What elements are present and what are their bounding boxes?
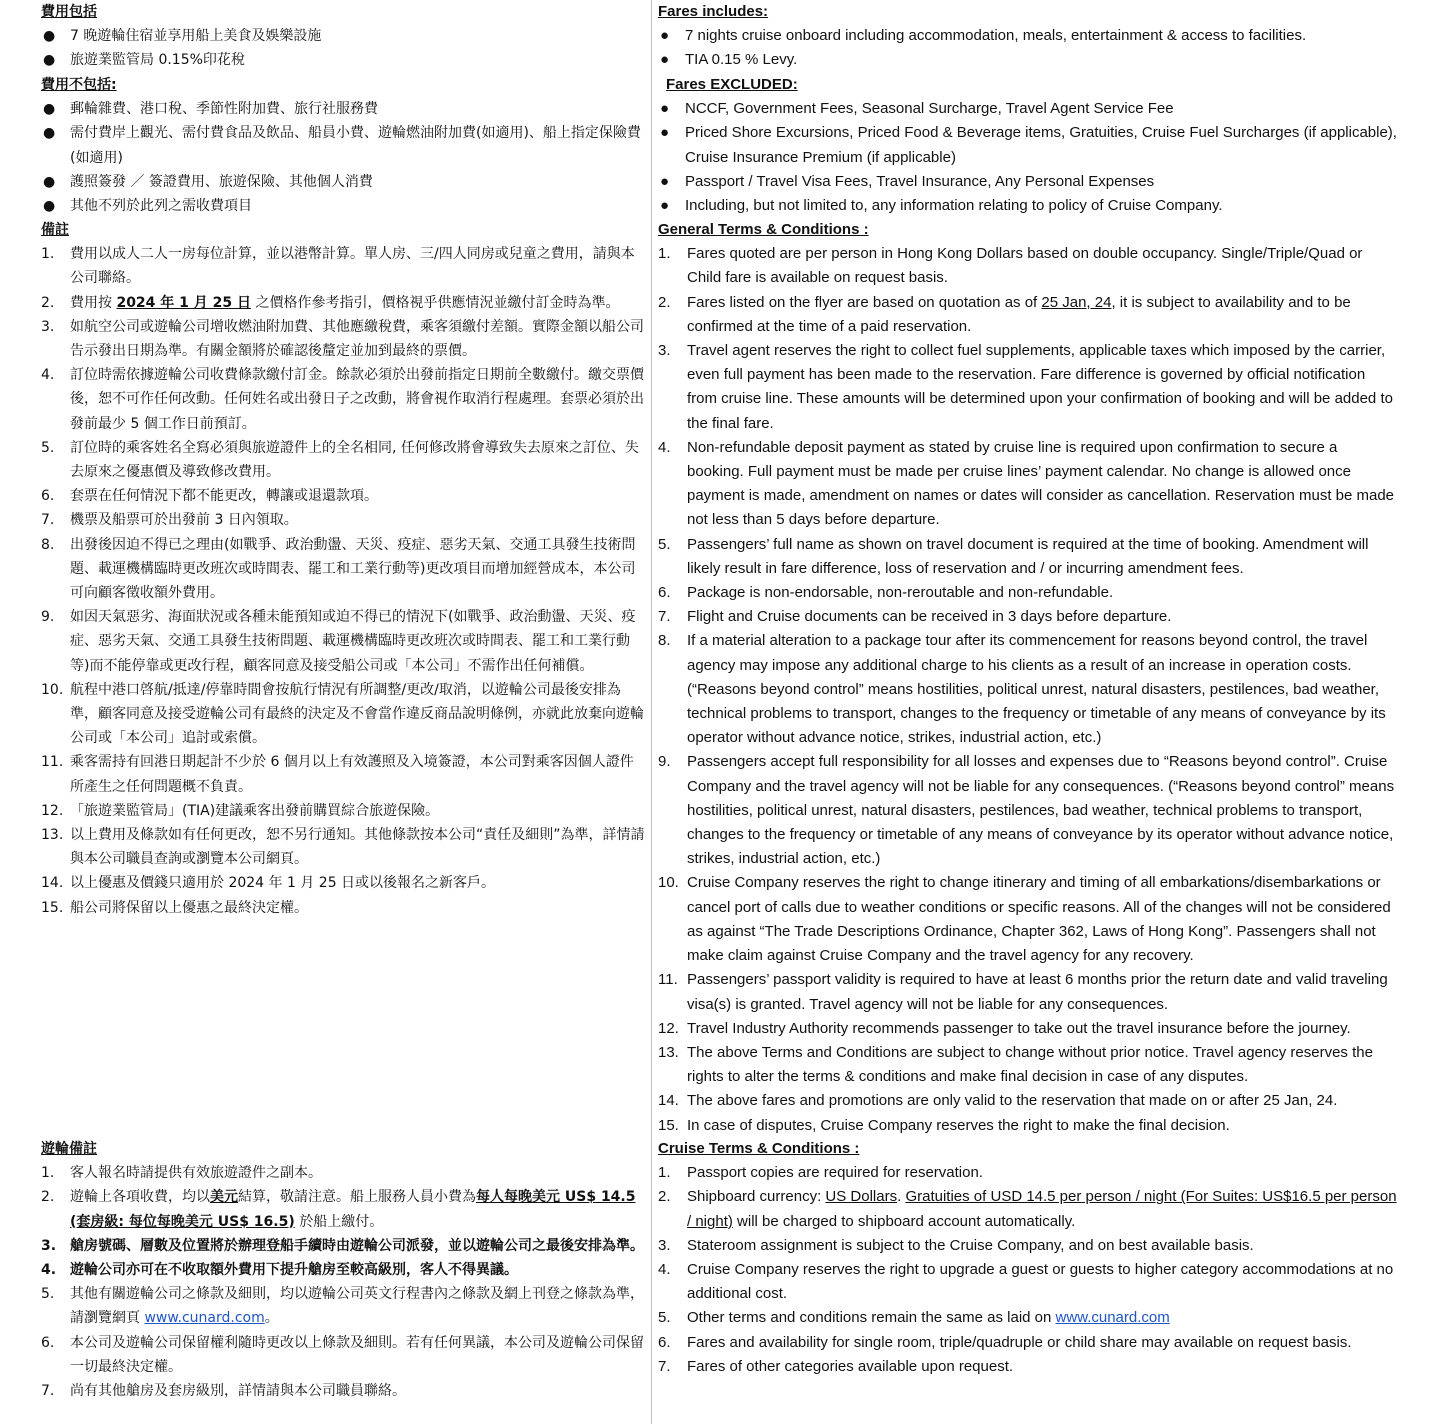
cruise-notes-section	[41, 1137, 647, 1403]
list-item: ● 7 晚遊輪住宿並享用船上美食及娛樂設施	[41, 24, 647, 48]
bullet-icon: ●	[660, 172, 670, 190]
bullet-icon: ●	[660, 27, 670, 45]
section-heading: 費用不包括:	[41, 77, 117, 93]
list-item: 12. 「旅遊業監管局」(TIA)建議乘客出發前購買綜合旅遊保險。	[41, 802, 440, 819]
list-item: 11. 乘客需持有回港日期起計不少於 6 個月以上有效護照及入境簽證，本公司對乘客因個人證件所產生之任何問題概不負責。	[41, 754, 634, 795]
bullet-icon: ●	[43, 52, 56, 69]
list-item: 1. Passport copies are required for reservation.	[658, 1164, 983, 1182]
list-item: 4. Non-refundable deposit payment as stated by cruise line is required upon confirmation to secure a booking. Full payment must be made per cruise lines’ payment calendar. No change is allowed once payment is made, amendment on names or dates will consider as cancellation. Reservation must be made not less than 5 days before departure.	[658, 438, 1395, 529]
cruise-terms-section	[658, 1137, 1398, 1379]
list-item: 6. 本公司及遊輪公司保留權利隨時更改以上條款及細則。若有任何異議，本公司及遊輪公司保留一切最終決定權。	[41, 1334, 644, 1375]
list-item: 13. The above Terms and Conditions are subject to change without prior notice. Travel agency reserves the rights to alter the terms & conditions and make final decision in case of any disputes.	[658, 1043, 1373, 1086]
section-heading: Fares includes:	[658, 3, 769, 20]
list-item: 4. 遊輪公司亦可在不收取額外費用下提升艙房至較高級別，客人不得異議。	[41, 1262, 518, 1279]
reference-date: 2024 年 1 月 25 日	[116, 294, 252, 311]
bullet-icon: ●	[660, 100, 670, 118]
section-heading: 費用包括	[41, 4, 97, 20]
list-item: 4. 訂位時需依據遊輪公司收費條款繳付訂金。餘款必須於出發前指定日期前全數繳付。繳交票價後，恕不可作任何改動。任何姓名或出發日子之改動，將會視作取消行程處理。套票必須於出發前最少 5 個工作日前預訂。	[41, 367, 644, 432]
list-item: 2. Fares listed on the flyer are based on quotation as of 25 Jan, 24, it is subject to availability and to be confirmed at the time of a paid reservation.	[658, 293, 1351, 335]
list-item: 5. Other terms and conditions remain the same as laid on www.cunard.com	[658, 1309, 1170, 1327]
list-item: 7. 尚有其他艙房及套房級別，詳情請與本公司職員聯絡。	[41, 1383, 406, 1400]
list-item: 14. The above fares and promotions are only valid to the reservation that made on or after 25 Jan, 24.	[658, 1092, 1338, 1110]
list-item: ● 護照簽發 ／ 簽證費用、旅遊保險、其他個人消費	[41, 170, 647, 194]
fares-included-section	[658, 0, 1398, 73]
list-item: 6. 套票在任何情況下都不能更改，轉讓或退還款項。	[41, 488, 378, 505]
list-item: ● 郵輪雜費、港口稅、季節性附加費、旅行社服務費	[41, 97, 647, 121]
bullet-icon: ●	[43, 125, 56, 142]
list-item: 3. Travel agent reserves the right to collect fuel supplements, applicable taxes which imposed by the carrier, even full payment has been made to the reservation. Fare difference is governed by official notification from cruise line. These amounts will be determined upon your confirmation of booking and will be added to the final fare.	[658, 342, 1393, 432]
list-item: 5. Passengers’ full name as shown on travel document is required at the time of booking. Amendment will likely result in fare difference, loss of reservation and / or incurring amendment fees.	[658, 535, 1369, 577]
list-item: 1. 客人報名時請提供有效旅遊證件之副本。	[41, 1165, 322, 1182]
list-item: 6. Package is non-endorsable, non-reroutable and non-refundable.	[658, 584, 1114, 602]
list-item: 4. Cruise Company reserves the right to upgrade a guest or guests to higher category accommodations at no additional cost.	[658, 1261, 1394, 1303]
list-item: 9. 如因天氣惡劣、海面狀況或各種未能預知或迫不得已的情況下(如戰爭、政治動盪、天災、疫症、惡劣天氣、交通工具發生技術問題、載運機構臨時更改班次或時間表、罷工和工業行動等)而不能停靠或更改行程，顧客同意及接受船公司或「本公司」不需作出任何補償。	[41, 609, 636, 674]
list-item: 2. Shipboard currency: US Dollars. Gratuities of USD 14.5 per person / night (For Suites: US$16.5 per person / night) will be charged to shipboard account automatically.	[658, 1188, 1397, 1230]
section-heading: 備註	[41, 222, 69, 238]
list-item: ● 需付費岸上觀光、需付費食品及飲品、船員小費、遊輪燃油附加費(如適用)、船上指定保險費(如適用)	[41, 121, 647, 169]
cunard-link[interactable]: www.cunard.com	[144, 1310, 265, 1327]
list-item: ● 旅遊業監管局 0.15%印花稅	[41, 48, 647, 72]
fees-excluded-section	[41, 73, 647, 218]
list-item: 5. 訂位時的乘客姓名全寫必須與旅遊證件上的全名相同, 任何修改將會導致失去原來之訂位、失去原來之優惠價及導致修改費用。	[41, 439, 639, 481]
bullet-icon: ●	[43, 198, 56, 215]
list-item: ● TIA 0.15 % Levy.	[658, 48, 1398, 72]
list-item: 1. 費用以成人二人一房每位計算，並以港幣計算。單人房、三/四人同房或兒童之費用，請與本公司聯絡。	[41, 246, 635, 287]
bullet-icon: ●	[660, 124, 670, 142]
list-item: 7. Flight and Cruise documents can be received in 3 days before departure.	[658, 608, 1172, 626]
list-item: 1. Fares quoted are per person in Hong Kong Dollars based on double occupancy. Single/Triple/Quad or Child fare is available on request basis.	[658, 245, 1363, 287]
list-item: 15. 船公司將保留以上優惠之最終決定權。	[41, 899, 308, 916]
list-item: 14. 以上優惠及價錢只適用於 2024 年 1 月 25 日或以後報名之新客戶。	[41, 875, 496, 892]
list-item: 11. Passengers’ passport validity is required to have at least 6 months prior the return date and valid traveling visa(s) is granted. Travel agency will not be liable for any consequences.	[658, 971, 1388, 1013]
list-item: 6. Fares and availability for single room, triple/quadruple or child share may available on request basis.	[658, 1333, 1352, 1351]
notes-section	[41, 218, 647, 920]
list-item: 13. 以上費用及條款如有任何更改，恕不另行通知。其他條款按本公司“責任及細則”為準，詳情請與本公司職員查詢或瀏覽本公司網頁。	[41, 827, 645, 868]
list-item: ● Including, but not limited to, any information relating to policy of Cruise Company.	[658, 194, 1398, 218]
fees-included-section	[41, 0, 647, 73]
bullet-icon: ●	[660, 197, 670, 215]
cunard-link[interactable]: www.cunard.com	[1055, 1309, 1170, 1327]
list-item: ● 7 nights cruise onboard including accommodation, meals, entertainment & access to facilities.	[658, 24, 1398, 48]
list-item: 10. Cruise Company reserves the right to change itinerary and timing of all embarkations/disembarkations or cancel port of calls due to weather conditions or specific reasons. All of the changes will not be considered as against “The Trade Descriptions Ordinance, Chapter 362, Laws of Hong Kong”. Passengers shall not make claim against Cruise Company and the travel agency for any recovery.	[658, 874, 1391, 965]
bullet-icon: ●	[43, 173, 56, 190]
section-heading: Fares EXCLUDED:	[666, 76, 798, 93]
list-item: 15. In case of disputes, Cruise Company reserves the right to make the final decision.	[658, 1116, 1230, 1134]
list-item: ● 其他不列於此列之需收費項目	[41, 194, 647, 218]
list-item: ● NCCF, Government Fees, Seasonal Surcharge, Travel Agent Service Fee	[658, 97, 1398, 121]
list-item: 3. 如航空公司或遊輪公司增收燃油附加費、其他應繳稅費，乘客須繳付差額。實際金額以船公司告示發出日期為準。有關金額將於確認後釐定並加到最終的票價。	[41, 318, 644, 360]
fares-excluded-section	[658, 73, 1398, 218]
list-item: 8. 出發後因迫不得已之理由(如戰爭、政治動盪、天災、疫症、惡劣天氣、交通工具發生技術問題、載運機構臨時更改班次或時間表、罷工和工業行動等)更改項目而增加經營成本，本公司可向顧客徵收額外費用。	[41, 536, 636, 602]
list-item: 12. Travel Industry Authority recommends passenger to take out the travel insurance before the journey.	[658, 1019, 1351, 1037]
list-item: 3. Stateroom assignment is subject to the Cruise Company, and on best available basis.	[658, 1236, 1254, 1254]
bullet-icon: ●	[43, 101, 56, 118]
list-item: 5. 其他有關遊輪公司之條款及細則，均以遊輪公司英文行程書內之條款及網上刊登之條款為準，請瀏覽網頁 www.cunard.com。	[41, 1286, 644, 1327]
reference-date: 25 Jan, 24	[1041, 293, 1112, 311]
general-terms-section	[658, 218, 1398, 1138]
list-item: 7. 機票及船票可於出發前 3 日內領取。	[41, 512, 298, 529]
section-heading: 遊輪備註	[41, 1141, 97, 1157]
list-item: 7. Fares of other categories available upon request.	[658, 1357, 1014, 1375]
list-item: 10. 航程中港口啓航/抵達/停靠時間會按航行情況有所調整/更改/取消，以遊輪公司最後安排為準，顧客同意及接受遊輪公司有最終的決定及不會當作違反商品說明條例，亦就此放棄向遊輪公司或「本公司」追討或索償。	[41, 681, 644, 747]
list-item: 9. Passengers accept full responsibility for all losses and expenses due to “Reasons beyond control”. Cruise Company and the travel agency will not be liable for any consequences. (“Reasons beyond control” means hostilities, political unrest, natural disasters, pestilences, bad weather, technical problems to transport, changes to the frequency or timetable of any means of conveyance by its operator without advance notice, strikes, industrial action, etc.)	[658, 753, 1395, 868]
list-item: 2. 遊輪上各項收費，均以美元結算，敬請注意。船上服務人員小費為每人每晚美元 US$ 14.5 (套房級: 每位每晚美元 US$ 16.5) 於船上繳付。	[41, 1189, 636, 1230]
section-heading: Cruise Terms & Conditions :	[658, 1140, 860, 1157]
list-item: ● Passport / Travel Visa Fees, Travel Insurance, Any Personal Expenses	[658, 170, 1398, 194]
column-divider	[651, 0, 652, 1424]
bullet-icon: ●	[660, 51, 670, 69]
list-item: ● Priced Shore Excursions, Priced Food & Beverage items, Gratuities, Cruise Fuel Surcharges (if applicable), Cruise Insurance Premium (if applicable)	[658, 121, 1398, 169]
bullet-icon: ●	[43, 28, 56, 45]
list-item: 8. If a material alteration to a package tour after its commencement for reasons beyond control, the travel agency may impose any additional charge to his clients as a result of an increase in operation costs. (“Reasons beyond control” means hostilities, political unrest, natural disasters, pestilences, bad weather, technical problems to transport, changes to the frequency or timetable of any means of conveyance by its operator without advance notice, strikes, industrial action, etc.)	[658, 632, 1386, 747]
section-heading: General Terms & Conditions :	[658, 221, 869, 238]
list-item: 2. 費用按 2024 年 1 月 25 日 之價格作參考指引，價格視乎供應情況並繳付訂金時為準。	[41, 294, 620, 311]
list-item: 3. 艙房號碼、層數及位置將於辦理登船手續時由遊輪公司派發，並以遊輪公司之最後安排為準。	[41, 1237, 644, 1254]
